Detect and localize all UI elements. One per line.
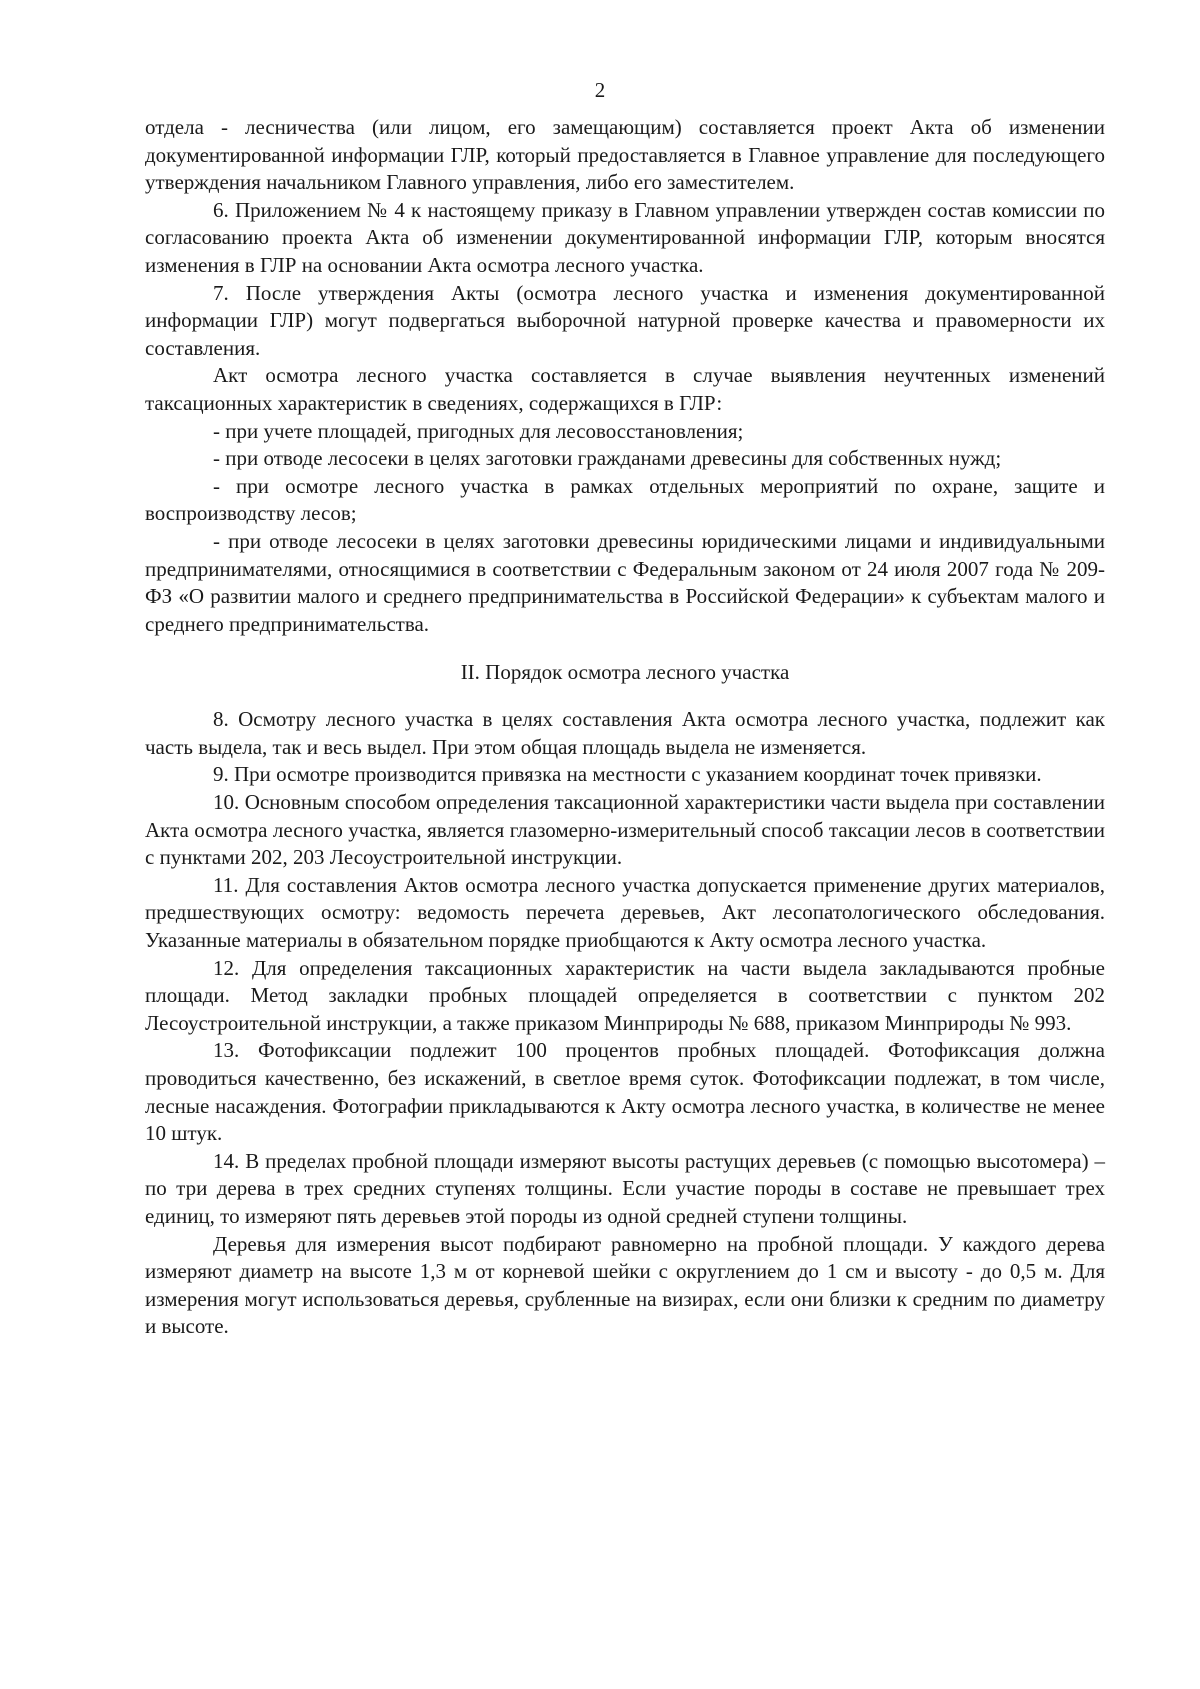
list-item-citizens-logging: - при отводе лесосеки в целях заготовки гражданами древесины для собственных нужд; bbox=[213, 446, 1002, 471]
paragraph-item-7: 7. После утверждения Акты (осмотра лесного участка и изменения документированной информации ГЛР) могут подвергаться выборочной натурной проверке качества и правомерности их составления. bbox=[145, 280, 1105, 360]
paragraph-item-11: 11. Для составления Актов осмотра лесного участка допускается применение других материалов, предшествующих осмотру: ведомость перечета деревьев, Акт лесопатологического обследования. Указанные материалы в обязательном порядке приобщаются к Акту осмотра лесного участка. bbox=[145, 872, 1105, 953]
list-item-forest-protection: - при осмотре лесного участка в рамках отдельных мероприятий по охране, защите и воспроизводству лесов; bbox=[145, 473, 1105, 526]
paragraph-tree-measurement: Деревья для измерения высот подбирают равномерно на пробной площади. У каждого дерева измеряют диаметр на высоте 1,3 м от корневой шейки с округлением до 1 см и высоту - до 0,5 м. Для измерения могут использоваться деревья, срубленные на визирах, если они близки к средним по диаметру и высоте. bbox=[145, 1231, 1105, 1339]
page-number: 2 bbox=[594, 78, 606, 102]
paragraph-act-cases-intro: Акт осмотра лесного участка составляется в случае выявления неучтенных изменений таксационных характеристик в сведениях, содержащихся в ГЛР: bbox=[145, 363, 1105, 415]
paragraph-item-9: 9. При осмотре производится привязка на местности с указанием координат точек привязки. bbox=[213, 762, 1042, 787]
list-item-reforestation: - при учете площадей, пригодных для лесовосстановления; bbox=[213, 418, 744, 443]
paragraph-item-8: 8. Осмотру лесного участка в целях составления Акта осмотра лесного участка, подлежит как часть выдела, так и весь выдел. При этом общая площадь выдела не изменяется. bbox=[145, 707, 1105, 759]
paragraph-item-14: 14. В пределах пробной площади измеряют высоты растущих деревьев (с помощью высотомера) – по три дерева в трех средних ступенях толщины. Если участие породы в составе не превышает трех единиц, то измеряют пять деревьев этой породы из одной средней ступени толщины. bbox=[145, 1148, 1105, 1228]
paragraph-item-10: 10. Основным способом определения таксационной характеристики части выдела при составлении Акта осмотра лесного участка, является глазомерно-измерительный способ таксации лесов в соответствии с пунктами 202, 203 Лесоустроительной инструкции. bbox=[145, 790, 1105, 870]
document-body bbox=[145, 114, 1105, 1341]
paragraph-item-6: 6. Приложением № 4 к настоящему приказу в Главном управлении утвержден состав комиссии по согласованию проекта Акта об изменении документированной информации ГЛР, которым вносятся изменения в ГЛР на основании Акта осмотра лесного участка. bbox=[145, 197, 1105, 277]
paragraph-item-13: 13. Фотофиксации подлежит 100 процентов пробных площадей. Фотофиксация должна проводиться качественно, без искажений, в светлое время суток. Фотофиксации подлежат, в том числе, лесные насаждения. Фотографии прикладываются к Акту осмотра лесного участка, в количестве не менее 10 штук. bbox=[145, 1038, 1105, 1146]
paragraph-continuation: отдела - лесничества (или лицом, его замещающим) составляется проект Акта об изменении документированной информации ГЛР, который предоставляется в Главное управление для последующего утверждения начальником Главного управления, либо его заместителем. bbox=[145, 115, 1105, 195]
paragraph-item-12: 12. Для определения таксационных характеристик на части выдела закладываются пробные площади. Метод закладки пробных площадей определяется в соответствии с пунктом 202 Лесоустроительной инструкции, а также приказом Минприроды № 688, приказом Минприроды № 993. bbox=[145, 955, 1105, 1035]
section-heading: II. Порядок осмотра лесного участка bbox=[460, 660, 790, 685]
list-item-small-business-logging: - при отводе лесосеки в целях заготовки древесины юридическими лицами и индивидуальными предпринимателями, относящимися в соответствии с Федеральным законом от 24 июля 2007 года № 209-ФЗ «О развитии малого и среднего предпринимательства в Российской Федерации» к субъектам малого и среднего предпринимательства. bbox=[145, 528, 1105, 636]
